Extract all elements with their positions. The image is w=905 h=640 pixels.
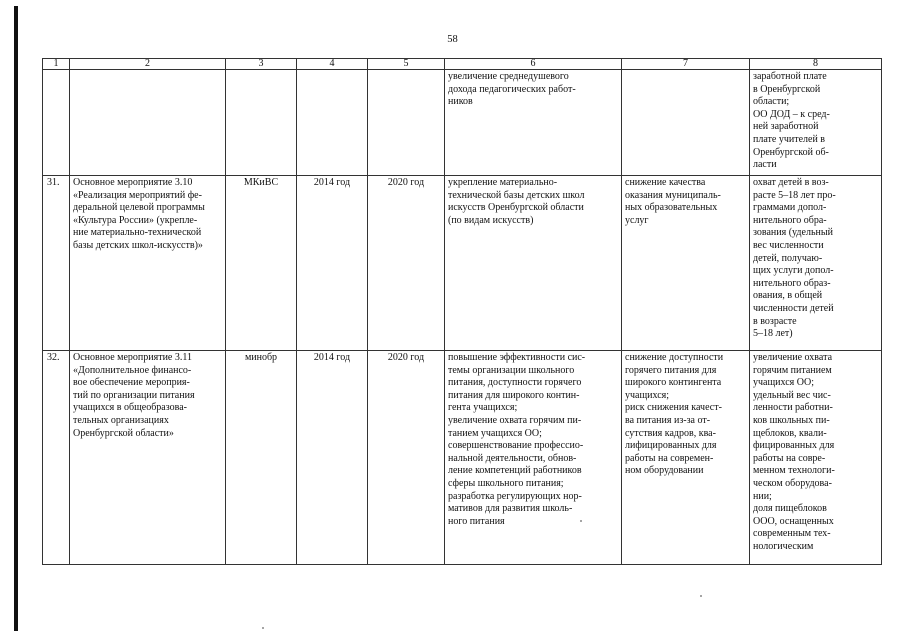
cell-row-number: 32. — [43, 351, 70, 565]
cell-start-year: 2014 год — [297, 351, 368, 565]
column-number: 6 — [445, 59, 622, 70]
cell-row-number: 31. — [43, 176, 70, 351]
cell-executor: МКиВС — [226, 176, 297, 351]
cell-executor: минобр — [226, 351, 297, 565]
cell-end-year: 2020 год — [368, 351, 445, 565]
column-number: 1 — [43, 59, 70, 70]
column-number: 4 — [297, 59, 368, 70]
cell-empty — [226, 70, 297, 176]
cell-measure-name: Основное мероприятие 3.10 «Реализация мероприятий фе- деральной целевой программы «Культура России» (укрепле- ние материально-технической базы детских школ-искусств)» — [70, 176, 226, 351]
scan-speck — [262, 627, 264, 629]
cell-empty — [622, 70, 750, 176]
cell-expected-result: повышение эффективности сис- темы организации школьного питания, доступности горячего питания для широкого контин- гента учащихся; увеличение охвата горячим пи- танием учащихся ОО; совершенствование профессио- нальной деятельности, обнов- ление компетенций работников сферы школьного питания; разработка регулирующих нор- мативов для развития школь- ного питания — [445, 351, 622, 565]
cell-start-year: 2014 год — [297, 176, 368, 351]
cell-consequences: снижение качества оказания муниципаль- ных образовательных услуг — [622, 176, 750, 351]
cell-expected-result: увеличение среднедушевого дохода педагогических работ- ников — [445, 70, 622, 176]
page-number: 58 — [447, 34, 458, 45]
column-number: 3 — [226, 59, 297, 70]
column-number: 8 — [750, 59, 882, 70]
column-number: 7 — [622, 59, 750, 70]
cell-indicator: заработной плате в Оренбургской области; ОО ДОД – к сред- ней заработной плате учителей в Оренбургской об- ласти — [750, 70, 882, 176]
table-row — [43, 351, 882, 565]
cell-indicator: охват детей в воз- расте 5–18 лет про- граммами допол- нительного обра- зования (удельный вес численности детей, получаю- щих услуги допол- нительного образ- ования, в общей численности детей в возрасте 5–18 лет) — [750, 176, 882, 351]
column-number: 2 — [70, 59, 226, 70]
column-number-row — [43, 59, 882, 70]
cell-empty — [297, 70, 368, 176]
program-table — [42, 58, 882, 565]
scan-speck — [700, 595, 702, 597]
cell-end-year: 2020 год — [368, 176, 445, 351]
cell-indicator: увеличение охвата горячим питанием учащихся ОО; удельный вес чис- ленности работни- ков школьных пи- щеблоков, квали- фицированных для работы на совре- менном технологи- ческом оборудова- нии; доля пищеблоков ООО, оснащенных современным тех- нологическим — [750, 351, 882, 565]
cell-empty — [70, 70, 226, 176]
cell-consequences: снижение доступности горячего питания для широкого контингента учащихся; риск снижения качест- ва питания из-за от- сутствия кадров, ква- лифицированных для работы на современ- ном оборудовании — [622, 351, 750, 565]
cell-empty — [43, 70, 70, 176]
table-row — [43, 176, 882, 351]
scan-speck — [580, 520, 582, 522]
cell-empty — [368, 70, 445, 176]
cell-expected-result: укрепление материально- технической базы детских школ искусств Оренбургской области (по видам искусств) — [445, 176, 622, 351]
binding-edge-bar — [14, 6, 18, 631]
continuation-row — [43, 70, 882, 176]
cell-measure-name: Основное мероприятие 3.11 «Дополнительное финансо- вое обеспечение мероприя- тий по организации питания учащихся в общеобразова- тельных организациях Оренбургской области» — [70, 351, 226, 565]
column-number: 5 — [368, 59, 445, 70]
